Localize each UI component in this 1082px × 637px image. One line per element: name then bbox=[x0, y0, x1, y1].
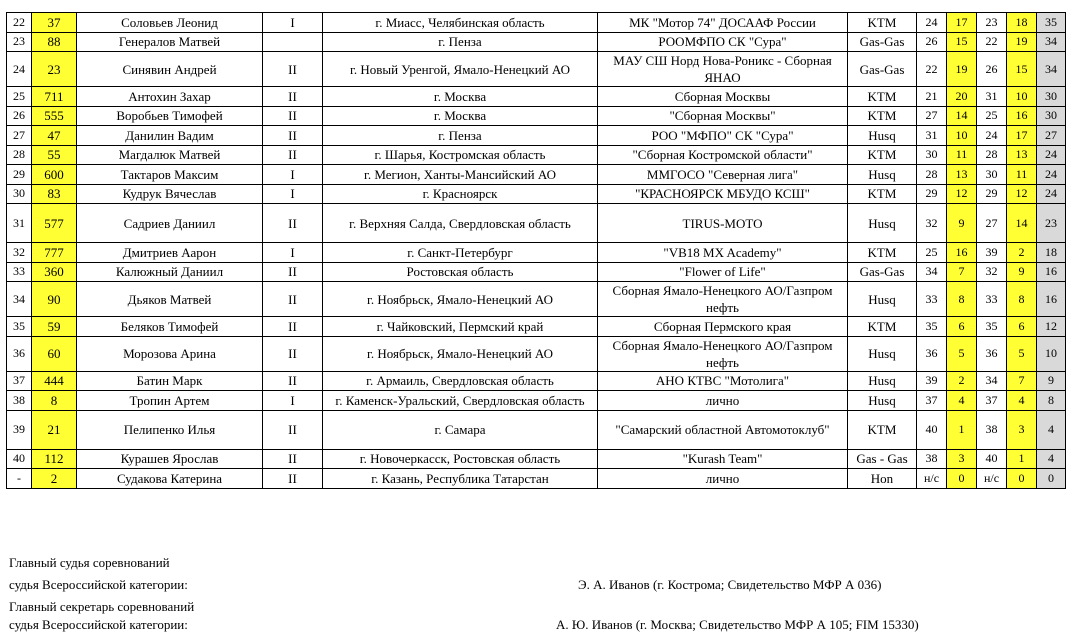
motorcycle-cell: Hon bbox=[848, 469, 917, 489]
team-cell: РООМФПО СК "Сура" bbox=[598, 32, 848, 52]
position-cell: 32 bbox=[7, 243, 32, 263]
race-number-cell: 21 bbox=[32, 410, 77, 449]
chief-judge-name: Э. А. Иванов (г. Кострома; Свидетельство МФР А 036) bbox=[578, 577, 882, 592]
race1-points-cell: 5 bbox=[947, 336, 977, 371]
motorcycle-cell: KTM bbox=[848, 317, 917, 337]
results-rows bbox=[7, 13, 1066, 489]
total-points-cell: 4 bbox=[1037, 410, 1066, 449]
total-points-cell: 10 bbox=[1037, 336, 1066, 371]
rider-name-cell: Синявин Андрей bbox=[77, 52, 263, 87]
chief-secretary-name: А. Ю. Иванов (г. Москва; Свидетельство МФР А 105; FIM 15330) bbox=[556, 617, 919, 632]
race2-points-cell: 13 bbox=[1007, 145, 1037, 165]
race1-points-cell: 9 bbox=[947, 204, 977, 243]
table-row bbox=[7, 282, 1066, 317]
race-number-cell: 47 bbox=[32, 126, 77, 146]
table-row bbox=[7, 317, 1066, 337]
race1-place-cell: 27 bbox=[917, 106, 947, 126]
rider-name-cell: Садриев Даниил bbox=[77, 204, 263, 243]
race1-place-cell: 34 bbox=[917, 262, 947, 282]
race-number-cell: 55 bbox=[32, 145, 77, 165]
race1-points-cell: 11 bbox=[947, 145, 977, 165]
city-cell: г. Москва bbox=[323, 87, 598, 107]
team-cell: лично bbox=[598, 469, 848, 489]
total-points-cell: 0 bbox=[1037, 469, 1066, 489]
position-cell: 35 bbox=[7, 317, 32, 337]
city-cell: г. Ноябрьск, Ямало-Ненецкий АО bbox=[323, 282, 598, 317]
motorcycle-cell: Husq bbox=[848, 126, 917, 146]
race2-place-cell: 30 bbox=[977, 165, 1007, 185]
total-points-cell: 34 bbox=[1037, 52, 1066, 87]
total-points-cell: 12 bbox=[1037, 317, 1066, 337]
rider-name-cell: Батин Марк bbox=[77, 371, 263, 391]
race2-place-cell: 23 bbox=[977, 13, 1007, 33]
rank-cell: I bbox=[263, 13, 323, 33]
race-number-cell: 360 bbox=[32, 262, 77, 282]
race1-place-cell: 40 bbox=[917, 410, 947, 449]
race2-points-cell: 17 bbox=[1007, 126, 1037, 146]
table-row bbox=[7, 52, 1066, 87]
team-cell: РОО "МФПО" СК "Сура" bbox=[598, 126, 848, 146]
position-cell: 33 bbox=[7, 262, 32, 282]
rider-name-cell: Морозова Арина bbox=[77, 336, 263, 371]
rider-name-cell: Курашев Ярослав bbox=[77, 449, 263, 469]
total-points-cell: 24 bbox=[1037, 184, 1066, 204]
position-cell: 30 bbox=[7, 184, 32, 204]
position-cell: 25 bbox=[7, 87, 32, 107]
race1-points-cell: 4 bbox=[947, 391, 977, 411]
race1-place-cell: 39 bbox=[917, 371, 947, 391]
race2-points-cell: 14 bbox=[1007, 204, 1037, 243]
race-number-cell: 711 bbox=[32, 87, 77, 107]
total-points-cell: 30 bbox=[1037, 106, 1066, 126]
race1-place-cell: 37 bbox=[917, 391, 947, 411]
table-row bbox=[7, 469, 1066, 489]
race1-points-cell: 16 bbox=[947, 243, 977, 263]
table-row bbox=[7, 262, 1066, 282]
rank-cell: I bbox=[263, 243, 323, 263]
rank-cell: II bbox=[263, 317, 323, 337]
race1-points-cell: 19 bbox=[947, 52, 977, 87]
city-cell: Ростовская область bbox=[323, 262, 598, 282]
chief-secretary-category: судья Всероссийской категории: bbox=[9, 617, 188, 632]
position-cell: 38 bbox=[7, 391, 32, 411]
motorcycle-cell: KTM bbox=[848, 243, 917, 263]
table-row bbox=[7, 13, 1066, 33]
race1-place-cell: 33 bbox=[917, 282, 947, 317]
rank-cell: II bbox=[263, 410, 323, 449]
race1-points-cell: 2 bbox=[947, 371, 977, 391]
race2-place-cell: 37 bbox=[977, 391, 1007, 411]
city-cell: г. Казань, Республика Татарстан bbox=[323, 469, 598, 489]
city-cell: г. Миасс, Челябинская область bbox=[323, 13, 598, 33]
position-cell: 39 bbox=[7, 410, 32, 449]
race1-place-cell: 30 bbox=[917, 145, 947, 165]
race1-place-cell: 28 bbox=[917, 165, 947, 185]
table-row bbox=[7, 32, 1066, 52]
rank-cell bbox=[263, 32, 323, 52]
motorcycle-cell: KTM bbox=[848, 410, 917, 449]
city-cell: г. Шарья, Костромская область bbox=[323, 145, 598, 165]
rider-name-cell: Тропин Артем bbox=[77, 391, 263, 411]
race1-place-cell: 29 bbox=[917, 184, 947, 204]
team-cell: "Kurash Team" bbox=[598, 449, 848, 469]
city-cell: г. Самара bbox=[323, 410, 598, 449]
city-cell: г. Москва bbox=[323, 106, 598, 126]
race-number-cell: 2 bbox=[32, 469, 77, 489]
team-cell: ММГОСО "Северная лига" bbox=[598, 165, 848, 185]
rank-cell: II bbox=[263, 336, 323, 371]
motorcycle-cell: KTM bbox=[848, 184, 917, 204]
total-points-cell: 24 bbox=[1037, 165, 1066, 185]
city-cell: г. Каменск-Уральский, Свердловская область bbox=[323, 391, 598, 411]
total-points-cell: 8 bbox=[1037, 391, 1066, 411]
race-number-cell: 83 bbox=[32, 184, 77, 204]
race2-points-cell: 18 bbox=[1007, 13, 1037, 33]
race-number-cell: 90 bbox=[32, 282, 77, 317]
team-cell: "Flower of Life" bbox=[598, 262, 848, 282]
table-row bbox=[7, 336, 1066, 371]
race1-place-cell: 35 bbox=[917, 317, 947, 337]
race2-place-cell: 25 bbox=[977, 106, 1007, 126]
race1-points-cell: 15 bbox=[947, 32, 977, 52]
race-number-cell: 8 bbox=[32, 391, 77, 411]
race2-points-cell: 7 bbox=[1007, 371, 1037, 391]
city-cell: г. Пенза bbox=[323, 126, 598, 146]
race2-points-cell: 0 bbox=[1007, 469, 1037, 489]
motorcycle-cell: KTM bbox=[848, 13, 917, 33]
motorcycle-cell: KTM bbox=[848, 106, 917, 126]
team-cell: "КРАСНОЯРСК МБУДО КСШ" bbox=[598, 184, 848, 204]
position-cell: 31 bbox=[7, 204, 32, 243]
total-points-cell: 24 bbox=[1037, 145, 1066, 165]
team-cell: АНО КТВС "Мотолига" bbox=[598, 371, 848, 391]
chief-judge-category: судья Всероссийской категории: bbox=[9, 577, 188, 592]
rank-cell: I bbox=[263, 184, 323, 204]
city-cell: г. Ноябрьск, Ямало-Ненецкий АО bbox=[323, 336, 598, 371]
table-row bbox=[7, 449, 1066, 469]
team-cell: Сборная Пермского края bbox=[598, 317, 848, 337]
city-cell: г. Пенза bbox=[323, 32, 598, 52]
race1-points-cell: 6 bbox=[947, 317, 977, 337]
position-cell: 24 bbox=[7, 52, 32, 87]
race2-place-cell: 31 bbox=[977, 87, 1007, 107]
position-cell: 40 bbox=[7, 449, 32, 469]
rider-name-cell: Дьяков Матвей bbox=[77, 282, 263, 317]
race2-points-cell: 5 bbox=[1007, 336, 1037, 371]
city-cell: г. Верхняя Салда, Свердловская область bbox=[323, 204, 598, 243]
table-row bbox=[7, 106, 1066, 126]
chief-secretary-title: Главный секретарь соревнований bbox=[9, 599, 195, 614]
race1-place-cell: 32 bbox=[917, 204, 947, 243]
race2-points-cell: 6 bbox=[1007, 317, 1037, 337]
race1-points-cell: 8 bbox=[947, 282, 977, 317]
rank-cell: II bbox=[263, 52, 323, 87]
race2-points-cell: 4 bbox=[1007, 391, 1037, 411]
city-cell: г. Армаиль, Свердловская область bbox=[323, 371, 598, 391]
rider-name-cell: Антохин Захар bbox=[77, 87, 263, 107]
race2-place-cell: н/с bbox=[977, 469, 1007, 489]
position-cell: 27 bbox=[7, 126, 32, 146]
rider-name-cell: Беляков Тимофей bbox=[77, 317, 263, 337]
rider-name-cell: Калюжный Даниил bbox=[77, 262, 263, 282]
motorcycle-cell: Gas-Gas bbox=[848, 32, 917, 52]
race-number-cell: 555 bbox=[32, 106, 77, 126]
race2-place-cell: 38 bbox=[977, 410, 1007, 449]
motorcycle-cell: Husq bbox=[848, 282, 917, 317]
race1-points-cell: 1 bbox=[947, 410, 977, 449]
chief-judge-title: Главный судья соревнований bbox=[9, 555, 170, 570]
motorcycle-cell: Gas - Gas bbox=[848, 449, 917, 469]
motorcycle-cell: KTM bbox=[848, 87, 917, 107]
city-cell: г. Новый Уренгой, Ямало-Ненецкий АО bbox=[323, 52, 598, 87]
team-cell: Сборная Ямало-Ненецкого АО/Газпром нефть bbox=[598, 336, 848, 371]
race-number-cell: 37 bbox=[32, 13, 77, 33]
results-table bbox=[6, 12, 1066, 489]
motorcycle-cell: Husq bbox=[848, 336, 917, 371]
total-points-cell: 30 bbox=[1037, 87, 1066, 107]
table-row bbox=[7, 371, 1066, 391]
position-cell: 36 bbox=[7, 336, 32, 371]
position-cell: - bbox=[7, 469, 32, 489]
city-cell: г. Новочеркасск, Ростовская область bbox=[323, 449, 598, 469]
team-cell: МК "Мотор 74" ДОСААФ России bbox=[598, 13, 848, 33]
rank-cell: II bbox=[263, 262, 323, 282]
rider-name-cell: Магдалюк Матвей bbox=[77, 145, 263, 165]
table-row bbox=[7, 145, 1066, 165]
race-number-cell: 88 bbox=[32, 32, 77, 52]
table-row bbox=[7, 243, 1066, 263]
total-points-cell: 27 bbox=[1037, 126, 1066, 146]
table-row bbox=[7, 87, 1066, 107]
race2-points-cell: 11 bbox=[1007, 165, 1037, 185]
race2-place-cell: 34 bbox=[977, 371, 1007, 391]
position-cell: 37 bbox=[7, 371, 32, 391]
motorcycle-cell: KTM bbox=[848, 145, 917, 165]
rank-cell: II bbox=[263, 449, 323, 469]
table-row bbox=[7, 410, 1066, 449]
motorcycle-cell: Husq bbox=[848, 165, 917, 185]
rider-name-cell: Судакова Катерина bbox=[77, 469, 263, 489]
race2-points-cell: 3 bbox=[1007, 410, 1037, 449]
position-cell: 29 bbox=[7, 165, 32, 185]
race2-place-cell: 28 bbox=[977, 145, 1007, 165]
race2-place-cell: 40 bbox=[977, 449, 1007, 469]
rank-cell: I bbox=[263, 391, 323, 411]
rider-name-cell: Пелипенко Илья bbox=[77, 410, 263, 449]
rank-cell: II bbox=[263, 469, 323, 489]
position-cell: 23 bbox=[7, 32, 32, 52]
race1-place-cell: 38 bbox=[917, 449, 947, 469]
rider-name-cell: Тактаров Максим bbox=[77, 165, 263, 185]
race1-points-cell: 20 bbox=[947, 87, 977, 107]
race2-points-cell: 9 bbox=[1007, 262, 1037, 282]
race-number-cell: 112 bbox=[32, 449, 77, 469]
motorcycle-cell: Husq bbox=[848, 204, 917, 243]
city-cell: г. Мегион, Ханты-Мансийский АО bbox=[323, 165, 598, 185]
team-cell: Сборная Ямало-Ненецкого АО/Газпром нефть bbox=[598, 282, 848, 317]
race1-place-cell: н/с bbox=[917, 469, 947, 489]
race1-points-cell: 10 bbox=[947, 126, 977, 146]
total-points-cell: 34 bbox=[1037, 32, 1066, 52]
total-points-cell: 35 bbox=[1037, 13, 1066, 33]
race2-place-cell: 32 bbox=[977, 262, 1007, 282]
rank-cell: II bbox=[263, 204, 323, 243]
race1-place-cell: 22 bbox=[917, 52, 947, 87]
race-number-cell: 60 bbox=[32, 336, 77, 371]
race1-points-cell: 14 bbox=[947, 106, 977, 126]
rider-name-cell: Кудрук Вячеслав bbox=[77, 184, 263, 204]
total-points-cell: 23 bbox=[1037, 204, 1066, 243]
city-cell: г. Чайковский, Пермский край bbox=[323, 317, 598, 337]
race2-place-cell: 26 bbox=[977, 52, 1007, 87]
table-row bbox=[7, 391, 1066, 411]
race-number-cell: 777 bbox=[32, 243, 77, 263]
total-points-cell: 16 bbox=[1037, 262, 1066, 282]
table-row bbox=[7, 165, 1066, 185]
team-cell: "Сборная Костромской области" bbox=[598, 145, 848, 165]
race2-points-cell: 2 bbox=[1007, 243, 1037, 263]
rank-cell: II bbox=[263, 106, 323, 126]
rank-cell: I bbox=[263, 165, 323, 185]
position-cell: 28 bbox=[7, 145, 32, 165]
table-row bbox=[7, 126, 1066, 146]
table-row bbox=[7, 184, 1066, 204]
city-cell: г. Красноярск bbox=[323, 184, 598, 204]
race1-place-cell: 21 bbox=[917, 87, 947, 107]
race2-place-cell: 22 bbox=[977, 32, 1007, 52]
team-cell: лично bbox=[598, 391, 848, 411]
race1-points-cell: 17 bbox=[947, 13, 977, 33]
race-number-cell: 600 bbox=[32, 165, 77, 185]
race2-points-cell: 16 bbox=[1007, 106, 1037, 126]
motorcycle-cell: Husq bbox=[848, 391, 917, 411]
race-number-cell: 23 bbox=[32, 52, 77, 87]
rank-cell: II bbox=[263, 371, 323, 391]
race1-points-cell: 0 bbox=[947, 469, 977, 489]
race1-place-cell: 36 bbox=[917, 336, 947, 371]
race2-place-cell: 33 bbox=[977, 282, 1007, 317]
position-cell: 26 bbox=[7, 106, 32, 126]
race1-points-cell: 13 bbox=[947, 165, 977, 185]
race1-place-cell: 24 bbox=[917, 13, 947, 33]
race1-place-cell: 31 bbox=[917, 126, 947, 146]
race2-place-cell: 36 bbox=[977, 336, 1007, 371]
total-points-cell: 18 bbox=[1037, 243, 1066, 263]
race1-points-cell: 3 bbox=[947, 449, 977, 469]
rider-name-cell: Соловьев Леонид bbox=[77, 13, 263, 33]
rider-name-cell: Воробьев Тимофей bbox=[77, 106, 263, 126]
race-number-cell: 444 bbox=[32, 371, 77, 391]
table-row bbox=[7, 204, 1066, 243]
rank-cell: II bbox=[263, 87, 323, 107]
race1-place-cell: 26 bbox=[917, 32, 947, 52]
race2-points-cell: 8 bbox=[1007, 282, 1037, 317]
team-cell: "Самарский областной Автомотоклуб" bbox=[598, 410, 848, 449]
race2-points-cell: 19 bbox=[1007, 32, 1037, 52]
rank-cell: II bbox=[263, 126, 323, 146]
position-cell: 34 bbox=[7, 282, 32, 317]
race1-place-cell: 25 bbox=[917, 243, 947, 263]
team-cell: "VB18 MX Academy" bbox=[598, 243, 848, 263]
rank-cell: II bbox=[263, 282, 323, 317]
rider-name-cell: Данилин Вадим bbox=[77, 126, 263, 146]
city-cell: г. Санкт-Петербург bbox=[323, 243, 598, 263]
race2-place-cell: 27 bbox=[977, 204, 1007, 243]
total-points-cell: 9 bbox=[1037, 371, 1066, 391]
race2-points-cell: 10 bbox=[1007, 87, 1037, 107]
team-cell: Сборная Москвы bbox=[598, 87, 848, 107]
race2-points-cell: 15 bbox=[1007, 52, 1037, 87]
rank-cell: II bbox=[263, 145, 323, 165]
total-points-cell: 16 bbox=[1037, 282, 1066, 317]
motorcycle-cell: Gas-Gas bbox=[848, 262, 917, 282]
race-number-cell: 59 bbox=[32, 317, 77, 337]
total-points-cell: 4 bbox=[1037, 449, 1066, 469]
race2-place-cell: 29 bbox=[977, 184, 1007, 204]
race-number-cell: 577 bbox=[32, 204, 77, 243]
motorcycle-cell: Husq bbox=[848, 371, 917, 391]
team-cell: TIRUS-MOTO bbox=[598, 204, 848, 243]
rider-name-cell: Генералов Матвей bbox=[77, 32, 263, 52]
race2-place-cell: 35 bbox=[977, 317, 1007, 337]
position-cell: 22 bbox=[7, 13, 32, 33]
race2-points-cell: 1 bbox=[1007, 449, 1037, 469]
motorcycle-cell: Gas-Gas bbox=[848, 52, 917, 87]
team-cell: "Сборная Москвы" bbox=[598, 106, 848, 126]
race2-place-cell: 24 bbox=[977, 126, 1007, 146]
race2-place-cell: 39 bbox=[977, 243, 1007, 263]
team-cell: МАУ СШ Норд Нова-Роникс - Сборная ЯНАО bbox=[598, 52, 848, 87]
race1-points-cell: 12 bbox=[947, 184, 977, 204]
race2-points-cell: 12 bbox=[1007, 184, 1037, 204]
rider-name-cell: Дмитриев Аарон bbox=[77, 243, 263, 263]
race1-points-cell: 7 bbox=[947, 262, 977, 282]
